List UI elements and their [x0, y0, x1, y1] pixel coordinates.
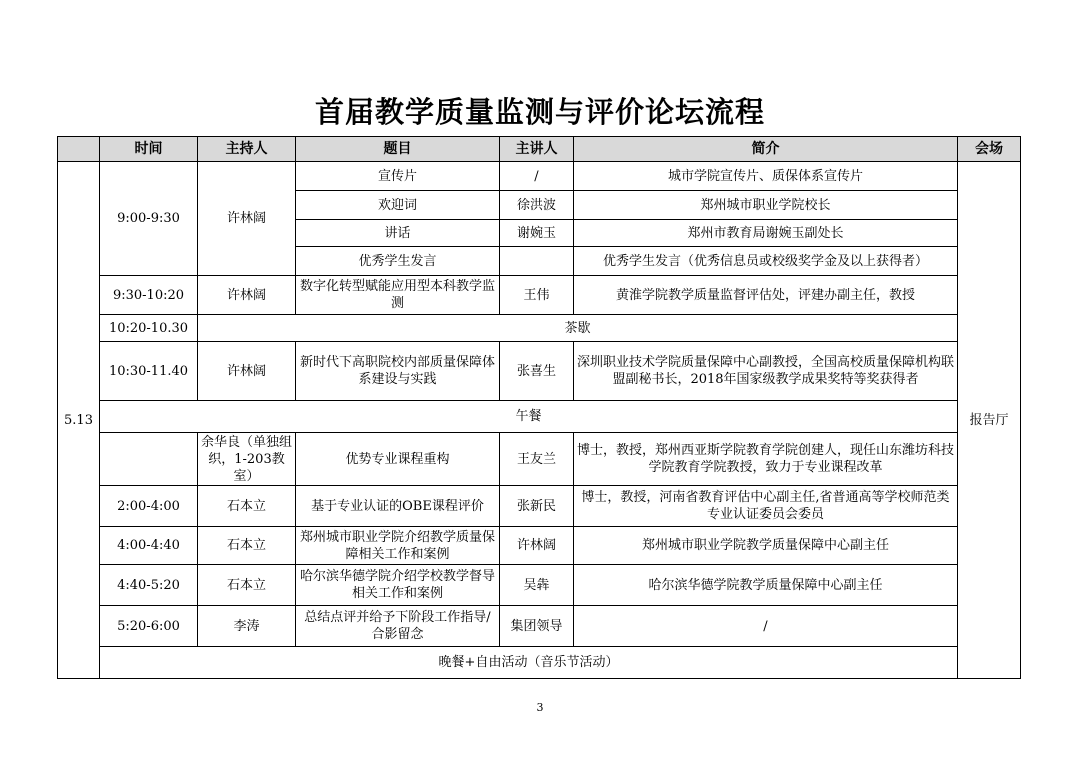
time-cell — [100, 433, 198, 486]
speaker-cell: 许林阔 — [500, 527, 574, 565]
host-cell: 许林阔 — [198, 342, 296, 401]
topic-cell: 基于专业认证的OBE课程评价 — [296, 486, 500, 527]
topic-cell: 总结点评并给予下阶段工作指导/合影留念 — [296, 606, 500, 647]
table-row — [58, 276, 1021, 315]
intro-cell: 博士，教授，郑州西亚斯学院教育学院创建人，现任山东潍坊科技学院教育学院教授，致力于专业课程改革 — [574, 433, 958, 486]
speaker-cell: 谢婉玉 — [500, 220, 574, 247]
header-time: 时间 — [100, 137, 198, 162]
host-cell: 石本立 — [198, 565, 296, 606]
table-row — [58, 401, 1021, 433]
host-cell: 余华良（单独组织，1-203教室） — [198, 433, 296, 486]
table-row — [58, 527, 1021, 565]
header-date — [58, 137, 100, 162]
time-cell: 4:00-4:40 — [100, 527, 198, 565]
intro-cell: 深圳职业技术学院质量保障中心副教授，全国高校质量保障机构联盟副秘书长，2018年国家级教学成果奖特等奖获得者 — [574, 342, 958, 401]
table-row — [58, 433, 1021, 486]
venue-cell: 报告厅 — [958, 162, 1021, 679]
table-row — [58, 342, 1021, 401]
intro-cell: 博士，教授，河南省教育评估中心副主任,省普通高等学校师范类专业认证委员会委员 — [574, 486, 958, 527]
host-cell: 李涛 — [198, 606, 296, 647]
table-row — [58, 162, 1021, 191]
lunch-cell: 午餐 — [100, 401, 958, 433]
time-cell: 10:20-10.30 — [100, 315, 198, 342]
date-cell: 5.13 — [58, 162, 100, 679]
speaker-cell: 徐洪波 — [500, 191, 574, 220]
time-cell: 9:00-9:30 — [100, 162, 198, 276]
topic-cell: 优秀学生发言 — [296, 247, 500, 276]
speaker-cell: 王伟 — [500, 276, 574, 315]
topic-cell: 郑州城市职业学院介绍教学质量保障相关工作和案例 — [296, 527, 500, 565]
header-venue: 会场 — [958, 137, 1021, 162]
header-host: 主持人 — [198, 137, 296, 162]
topic-cell: 宣传片 — [296, 162, 500, 191]
intro-cell: 黄淮学院教学质量监督评估处，评建办副主任，教授 — [574, 276, 958, 315]
topic-cell: 讲话 — [296, 220, 500, 247]
time-cell: 5:20-6:00 — [100, 606, 198, 647]
time-cell: 2:00-4:00 — [100, 486, 198, 527]
topic-cell: 优势专业课程重构 — [296, 433, 500, 486]
header-speaker: 主讲人 — [500, 137, 574, 162]
topic-cell: 数字化转型赋能应用型本科教学监测 — [296, 276, 500, 315]
table-row — [58, 606, 1021, 647]
speaker-cell: 集团领导 — [500, 606, 574, 647]
host-cell: 石本立 — [198, 486, 296, 527]
intro-cell: 郑州城市职业学院教学质量保障中心副主任 — [574, 527, 958, 565]
schedule-table — [57, 136, 1021, 679]
time-cell: 4:40-5:20 — [100, 565, 198, 606]
table-row — [58, 486, 1021, 527]
intro-cell: 郑州城市职业学院校长 — [574, 191, 958, 220]
topic-cell: 欢迎词 — [296, 191, 500, 220]
topic-cell: 哈尔滨华德学院介绍学校教学督导相关工作和案例 — [296, 565, 500, 606]
time-cell: 10:30-11.40 — [100, 342, 198, 401]
table-row — [58, 647, 1021, 679]
intro-cell: 城市学院宣传片、质保体系宣传片 — [574, 162, 958, 191]
speaker-cell: / — [500, 162, 574, 191]
speaker-cell — [500, 247, 574, 276]
page-number: 3 — [536, 701, 544, 714]
intro-cell: / — [574, 606, 958, 647]
header-intro: 简介 — [574, 137, 958, 162]
table-row — [58, 565, 1021, 606]
break-cell: 茶歇 — [198, 315, 958, 342]
header-topic: 题目 — [296, 137, 500, 162]
dinner-cell: 晚餐+自由活动（音乐节活动） — [100, 647, 958, 679]
host-cell: 许林阔 — [198, 276, 296, 315]
intro-cell: 哈尔滨华德学院教学质量保障中心副主任 — [574, 565, 958, 606]
topic-cell: 新时代下高职院校内部质量保障体系建设与实践 — [296, 342, 500, 401]
intro-cell: 郑州市教育局谢婉玉副处长 — [574, 220, 958, 247]
host-cell: 许林阔 — [198, 162, 296, 276]
host-cell: 石本立 — [198, 527, 296, 565]
time-cell: 9:30-10:20 — [100, 276, 198, 315]
intro-cell: 优秀学生发言（优秀信息员或校级奖学金及以上获得者） — [574, 247, 958, 276]
speaker-cell: 张喜生 — [500, 342, 574, 401]
header-row — [58, 137, 1021, 162]
speaker-cell: 吴犇 — [500, 565, 574, 606]
speaker-cell: 张新民 — [500, 486, 574, 527]
table-row — [58, 315, 1021, 342]
speaker-cell: 王友兰 — [500, 433, 574, 486]
page-title: 首届教学质量监测与评价论坛流程 — [314, 95, 765, 129]
